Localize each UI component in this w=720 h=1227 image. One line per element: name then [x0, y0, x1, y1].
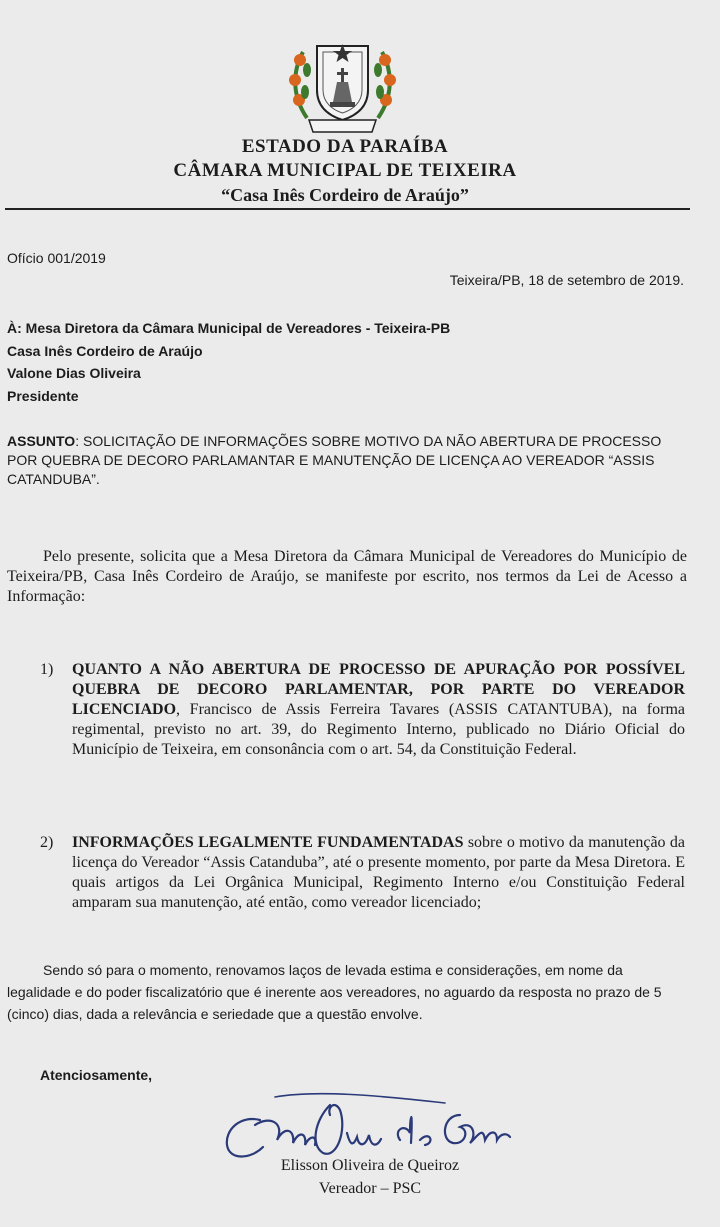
subject-label: ASSUNTO: [7, 433, 76, 449]
document-number: Ofício 001/2019: [7, 250, 106, 266]
subject-text: : SOLICITAÇÃO DE INFORMAÇÕES SOBRE MOTIVO DA NÃO ABERTURA DE PROCESSO POR QUEBRA DE DECORO PARLAMANTAR E MANUTENÇÃO DE LICENÇA AO VEREADOR “ASSIS CATANDUBA”.: [7, 433, 662, 487]
municipal-crest-icon: [285, 40, 400, 136]
intro-paragraph: [7, 547, 687, 607]
document-date: Teixeira/PB, 18 de setembro de 2019.: [449, 272, 684, 288]
recipient-line: Presidente: [7, 387, 79, 404]
recipient-line: Casa Inês Cordeiro de Araújo: [7, 342, 203, 359]
list-item-bold: QUANTO A NÃO ABERTURA DE PROCESSO DE APURAÇÃO POR POSSÍVEL QUEBRA DE DECORO PARLAMENTAR, POR PARTE DO VEREADOR LICENCIADO: [72, 661, 685, 718]
recipient-line: Valone Dias Oliveira: [7, 365, 141, 381]
subject-block: [7, 432, 687, 489]
letterhead-state: ESTADO DA PARAÍBA: [241, 136, 449, 157]
signatory-role: Vereador – PSC: [318, 1180, 422, 1197]
header-divider: [5, 208, 690, 210]
intro-text: Pelo presente, solicita que a Mesa Diretora da Câmara Municipal de Vereadores do Município de Teixeira/PB, Casa Inês Cordeiro de Araújo, se manifeste por escrito, nos termos da Lei de Acesso a Informação:: [7, 548, 687, 605]
recipient-line: À: Mesa Diretora da Câmara Municipal de Vereadores - Teixeira-PB: [7, 320, 451, 336]
signatory-name: Elisson Oliveira de Queiroz: [280, 1157, 460, 1174]
recipient-block: [7, 317, 450, 407]
list-item: [40, 833, 685, 913]
list-item-number: 2): [40, 834, 54, 851]
list-item-bold: INFORMAÇÕES LEGALMENTE FUNDAMENTADAS: [72, 834, 464, 851]
list-item-text: , Francisco de Assis Ferreira Tavares (ASSIS CATANTUBA), na forma regimental, previsto no art. 39, do Regimento Interno, publicado no Diário Oficial do Município de Teixeira, em consonância com o art. 54, da Constituição Federal.: [72, 701, 685, 758]
list-item: [40, 660, 685, 760]
letterhead-house-name: “Casa Inês Cordeiro de Araújo”: [221, 185, 469, 205]
letterhead: [0, 135, 690, 207]
letterhead-chamber: CÂMARA MUNICIPAL DE TEIXEIRA: [173, 160, 517, 181]
list-item-text: sobre o motivo da manutenção da licença do Vereador “Assis Catanduba”, até o presente momento, por parte da Mesa Diretora. E quais artigos da Lei Orgânica Municipal, Regimento Interno e/ou Constituição Federal amparam sua manutenção, até então, como vereador licenciado;: [72, 834, 685, 911]
closing-text: Sendo só para o momento, renovamos laços de levada estima e considerações, em nome da legalidade e do poder fiscalizatório que é inerente aos vereadores, no aguardo da resposta no prazo de 5 (cinco) dias, dada a relevância e seriedade que a questão envolve.: [7, 962, 662, 1022]
list-item-number: 1): [40, 661, 54, 678]
regards-line: Atenciosamente,: [40, 1067, 153, 1083]
closing-paragraph: [7, 959, 687, 1025]
